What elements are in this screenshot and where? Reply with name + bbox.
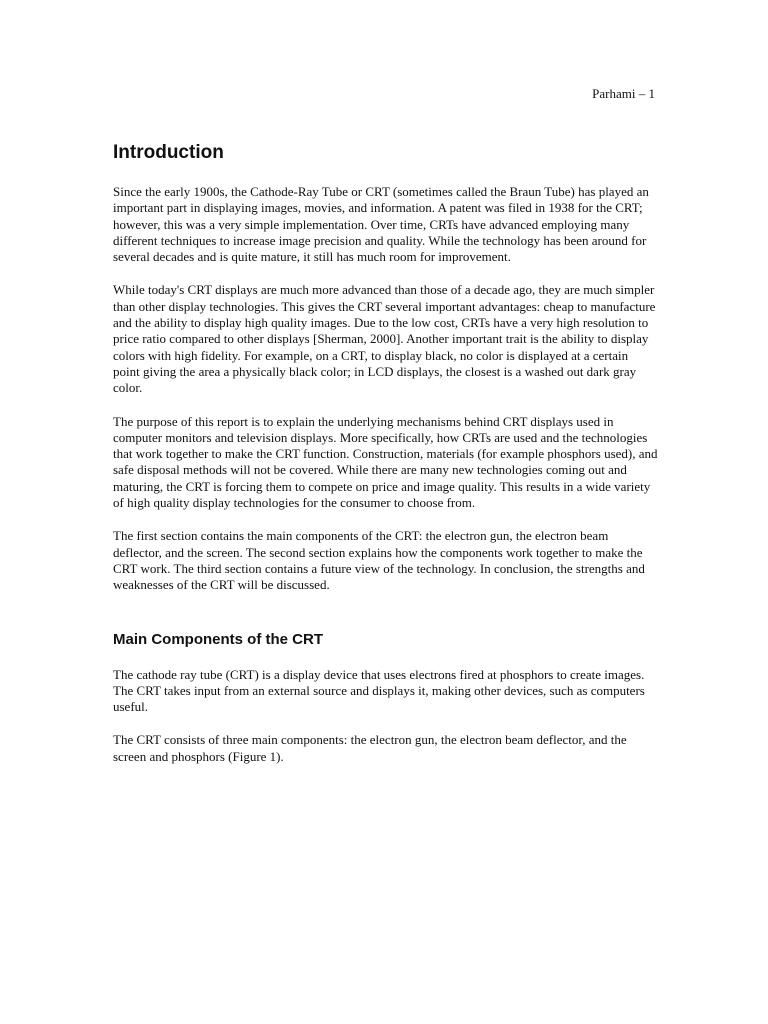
intro-paragraph-2: While today's CRT displays are much more advanced than those of a decade ago, they are much simpler than other display technologies. This gives the CRT several important advantages: cheap to manufacture and the ability to display high quality images. Due to the low cost, CRTs have a very high resolution to price ratio compared to other displays [Sherman, 2000]. Another important trait is the ability to display colors with high fidelity. For example, on a CRT, to display black, no color is displayed at a certain point giving the area a physically black color; in LCD displays, the closest is a washed out dark gray color. <box>113 282 656 396</box>
page-header: Parhami – 1 <box>592 86 655 101</box>
section-heading-introduction: Introduction <box>113 142 224 163</box>
intro-paragraph-1: Since the early 1900s, the Cathode-Ray Tube or CRT (sometimes called the Braun Tube) has played an important part in displaying images, movies, and information. A patent was filed in 1938 for the CRT; however, this was a very simple implementation. Over time, CRTs have advanced employing many different techniques to increase image precision and quality. While the technology has been around for several decades and is quite mature, it still has much room for improvement. <box>113 184 649 265</box>
document-body <box>113 140 658 782</box>
section-heading-main-components: Main Components of the CRT <box>113 630 323 648</box>
components-paragraph-2: The CRT consists of three main components: the electron gun, the electron beam deflector, and the screen and phosphors (Figure 1). <box>113 732 627 764</box>
components-paragraph-1: The cathode ray tube (CRT) is a display device that uses electrons fired at phosphors to create images. The CRT takes input from an external source and displays it, making other devices, such as computers useful. <box>113 666 645 715</box>
intro-paragraph-4: The first section contains the main components of the CRT: the electron gun, the electron beam deflector, and the screen. The second section explains how the components work together to make the CRT work. The third section contains a future view of the technology. In conclusion, the strengths and weaknesses of the CRT will be discussed. <box>113 528 645 593</box>
intro-paragraph-3: The purpose of this report is to explain the underlying mechanisms behind CRT displays used in computer monitors and television displays. More specifically, how CRTs are used and the technologies that work together to make the CRT function. Construction, materials (for example phosphors used), and safe disposal methods will not be covered. While there are many new technologies coming out and maturing, the CRT is forcing them to compete on price and image quality. This results in a wide variety of high quality display technologies for the consumer to choose from. <box>113 413 658 511</box>
